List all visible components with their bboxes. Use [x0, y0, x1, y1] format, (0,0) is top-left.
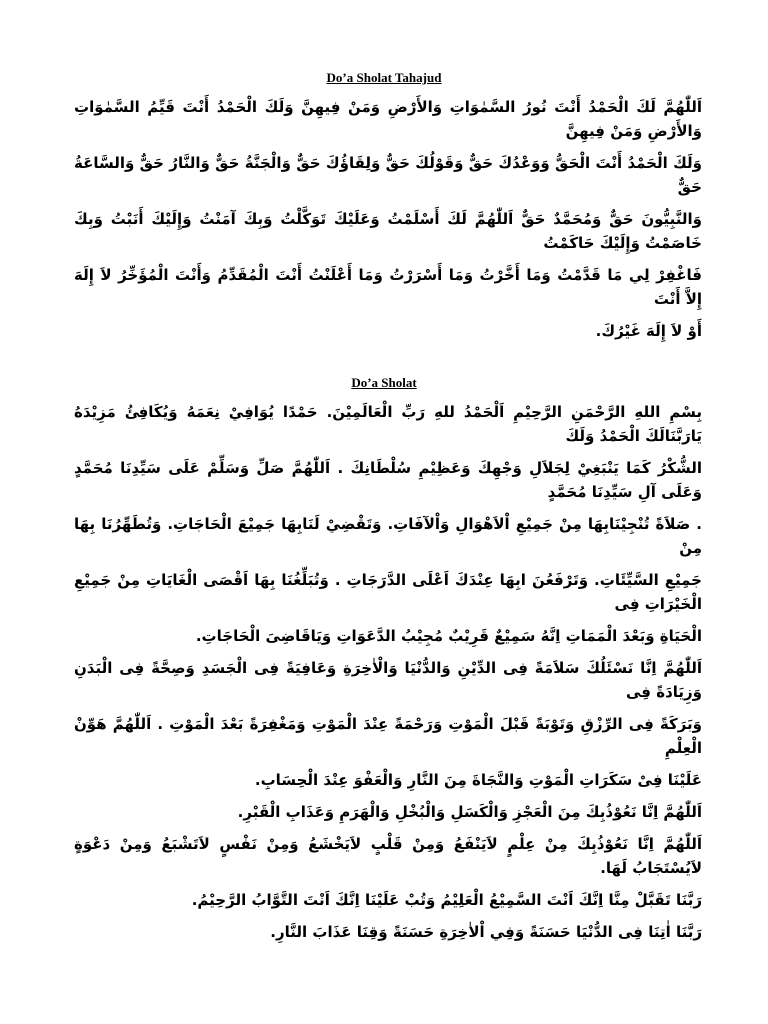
doa-paragraph: وَلَكَ الْحَمْدُ أَنْتَ الْحَقُّ وَوَعْدُكَ حَقٌّ وَقَوْلُكَ حَقٌّ وَلِقَاؤُكَ حَقٌّ وَالْجَنَّةُ حَقٌّ وَالنَّارُ حَقٌّ وَالسَّاعَةُ حَقٌّ [74, 154, 702, 196]
doa-paragraph: رَبَّنَا تَقَبَّلْ مِنَّا اِنَّكَ اَنْتَ السَّمِيْعُ الْعَلِيْمُ وَتُبْ عَلَيْنَا اِنَّكَ اَنْتَ التَّوَّابُ الرَّحِيْمُ. [191, 891, 702, 909]
doa-paragraph: جَمِيْعِ السَّيِّئَاتِ. وَتَرْفَعُنَ ابِهَا عِنْدَكَ اَعْلَى الدَّرَجَاتِ . وَتُبَلِّغُنَا بِهَا اَقْصَى الْغَايَاتِ مِنْ جَمِيْعِ الْخَيْرَاتِ فِى [74, 571, 702, 613]
doa-paragraph: . صَلاَةً تُنْجِيْنَابِهَا مِنْ جَمِيْعِ اْلاَهْوَالِ وَاْلآفَاتِ. وَتَقْضِيْ لَنَابِهَا جَمِيْعَ الْحَاجَاتِ. وَتُطَهِّرُنَا بِهَا مِنْ [74, 515, 702, 557]
section-body-doa-sholat-tahajud [74, 95, 702, 351]
doa-paragraph: اَللّٰهُمَّ اِنَّا نَعُوْذُبِكَ مِنْ عِلْمٍ لاَيَنْفَعُ وَمِنْ قَلْبٍ لاَيَخْشَعُ وَمِنْ نَفْسٍ لاَتَشْبَعُ وَمِنْ دَعْوَةٍ لاَيُسْتَجَابُ لَهَا. [74, 835, 702, 877]
doa-paragraph: اَللّٰهُمَّ اِنَّا نَعُوْذُبِكَ مِنَ الْعَجْزِ وَالْكَسَلِ وَالْبُخْلِ وَالْهَرَمِ وَعَذَابِ الْقَبْرِ. [237, 803, 702, 821]
doa-paragraph: رَبَّنَا اٰتِنَا فِى الدُّنْيَا حَسَنَةً وَفِي اْلاٰخِرَةِ حَسَنَةً وَقِنَا عَذَابَ النَّارِ. [270, 923, 702, 941]
doa-paragraph: اَللّٰهُمَّ اِنَّا نَسْئَلُكَ سَلاَمَةً فِى الدِّيْنِ وَالدُّنْيَا وَالْاٰخِرَةِ وَعَافِيَةً فِى الْجَسَدِ وَصِحَّةً فِى الْبَدَنِ وَزِيَادَةً فِى [74, 659, 702, 701]
doa-paragraph: وَبَرَكَةً فِى الرِّزْقِ وَتَوْبَةً قَبْلَ الْمَوْتِ وَرَحْمَةً عِنْدَ الْمَوْتِ وَمَغْفِرَةً بَعْدَ الْمَوْتِ . اَللّٰهُمَّ هَوِّنْ الْعِلْمِ [74, 715, 702, 757]
doa-paragraph: الشُّكْرُ كَمَا يَنْبَغِيْ لِجَلاَلِ وَجْهِكَ وَعَظِيْمِ سُلْطَانِكَ . اَللّٰهُمَّ صَلِّ وَسَلِّمْ عَلَى سَيِّدِنَا مُحَمَّدٍ وَعَلَى آلِ سَيِّدِنَا مُحَمَّدٍ [74, 459, 702, 501]
section-title-doa-sholat-tahajud: Do’a Sholat Tahajud [326, 70, 442, 85]
doa-paragraph: اَللّٰهُمَّ لَكَ الْحَمْدُ أَنْتَ نُورُ السَّمٰوَاتِ وَالأَرْضِ وَمَنْ فِيهِنَّ وَلَكَ الْحَمْدُ أَنْتَ قَيِّمُ السَّمٰوَاتِ وَالأَرْضِ وَمَنْ فِيهِنَّ [74, 98, 702, 140]
doa-paragraph: بِسْمِ اللهِ الرَّحْمَنِ الرَّحِيْمِ اَلْحَمْدُ للهِ رَبِّ الْعَالَمِيْنَ. حَمْدًا يُوَافِيْ نِعَمَهُ وَيُكَافِئُ مَزِيْدَهُ يَارَبَّنَالَكَ الْحَمْدُ وَلَكَ [74, 403, 702, 445]
doa-paragraph: فَاغْفِرْ لِي مَا قَدَّمْتُ وَمَا أَخَّرْتُ وَمَا أَسْرَرْتُ وَمَا أَعْلَنْتُ أَنْتَ الْمُقَدِّمُ وَأَنْتَ الْمُؤَخِّرُ لاَ إِلَهَ إِلاَّ أَنْتَ [74, 266, 702, 308]
section-title-doa-sholat: Do’a Sholat [351, 375, 417, 390]
doa-paragraph: أَوْ لاَ إِلَهَ غَيْرُكَ. [595, 322, 702, 340]
doa-paragraph: عَلَيْنَا فِىْ سَكَرَاتِ الْمَوْتِ وَالنَّجَاةَ مِنَ النَّارِ وَالْعَفْوَ عِنْدَ الْحِسَابِ. [254, 771, 702, 789]
doa-paragraph: وَالنَّبِيُّونَ حَقٌّ وَمُحَمَّدٌ حَقٌّ اَللّٰهُمَّ لَكَ أَسْلَمْتُ وَعَلَيْكَ تَوَكَّلْتُ وَبِكَ آمَنْتُ وَإِلَيْكَ أَنَبْتُ وَبِكَ خَاصَمْتُ وَإِلَيْكَ حَاكَمْتُ [74, 210, 702, 252]
doa-paragraph: الْحَيَاةِ وَبَعْدَ الْمَمَاتِ اِنَّهُ سَمِيْعٌ قَرِيْبٌ مُجِيْبُ الدَّعَوَاتِ وَيَاقَاضِىَ الْحَاجَاتِ. [195, 627, 702, 645]
section-body-doa-sholat [74, 400, 702, 952]
